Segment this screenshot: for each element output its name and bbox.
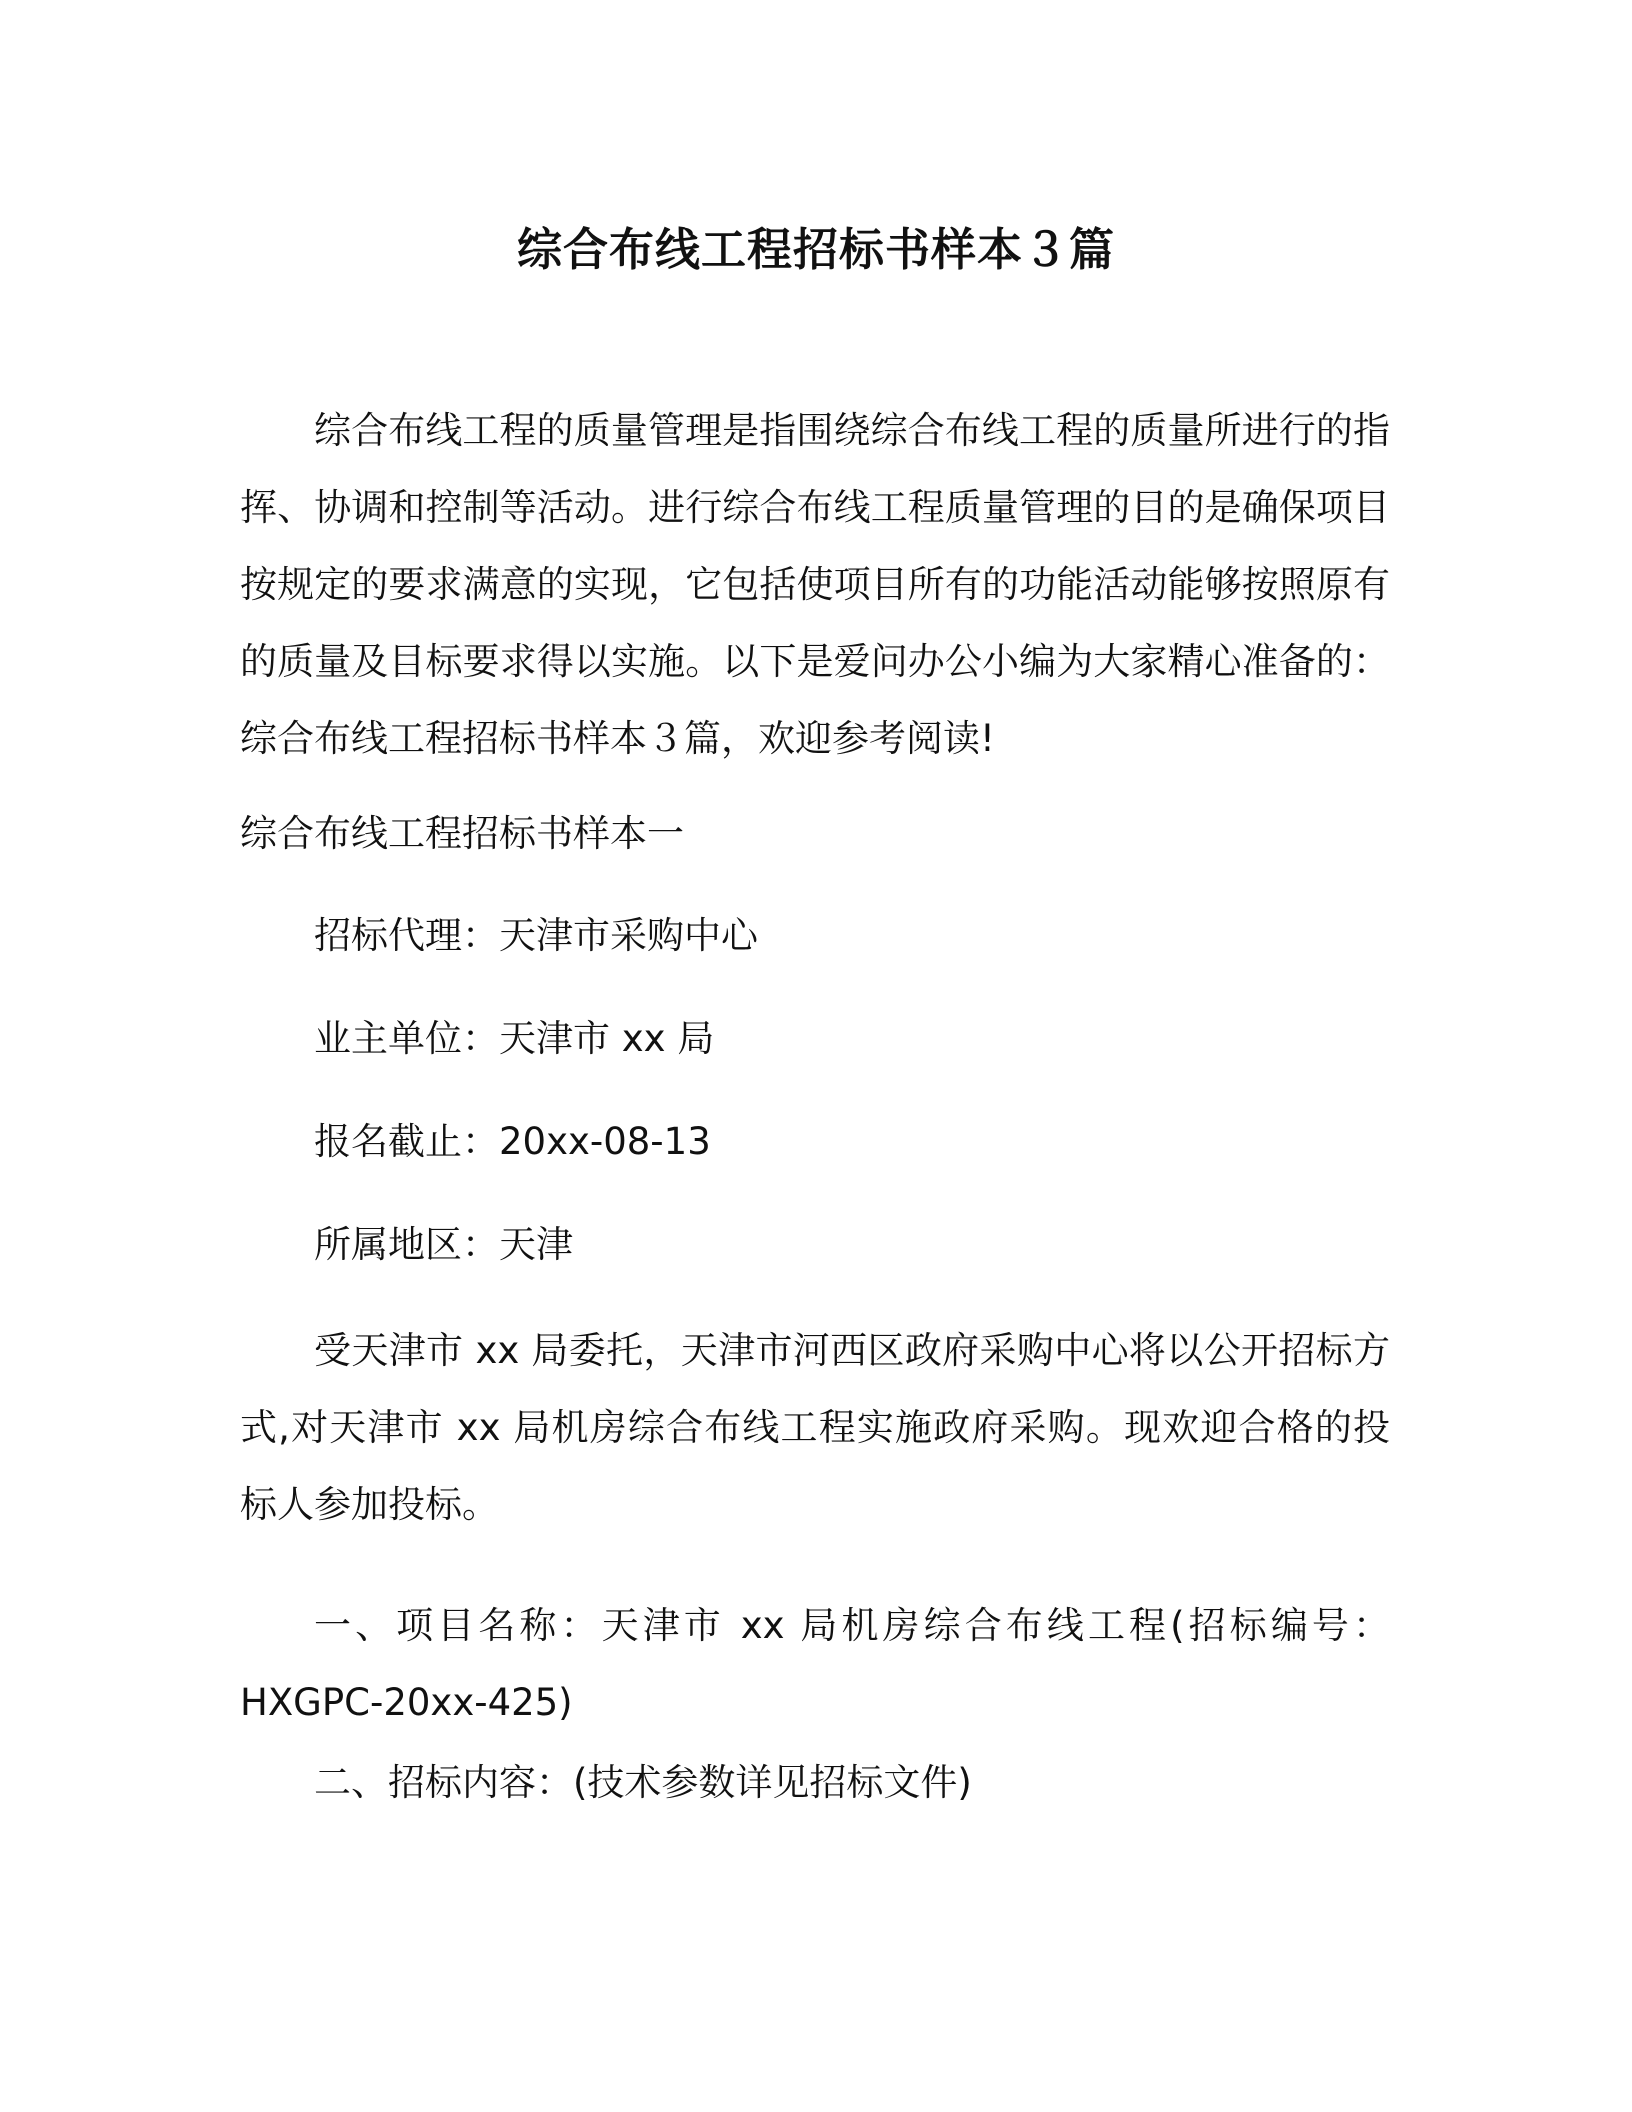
intro-paragraph: 综合布线工程的质量管理是指围绕综合布线工程的质量所进行的指挥、协调和控制等活动。进行综合布线工程质量管理的目的是确保项目按规定的要求满意的实现，它包括使项目所有的功能活动能够按照原有的质量及目标要求得以实施。以下是爱问办公小编为大家精心准备的：综合布线工程招标书样本３篇，欢迎参考阅读! bbox=[240, 409, 1390, 760]
field-agent: 招标代理：天津市采购中心 bbox=[314, 914, 758, 957]
item-two-line: 二、招标内容：(技术参数详见招标文件) bbox=[314, 1761, 972, 1804]
section-heading: 综合布线工程招标书样本一 bbox=[240, 812, 684, 855]
field-deadline: 报名截止：20xx-08-13 bbox=[314, 1120, 711, 1163]
field-region: 所属地区：天津 bbox=[314, 1223, 573, 1266]
commission-paragraph: 受天津市 xx 局委托，天津市河西区政府采购中心将以公开招标方式,对天津市 xx 局机房综合布线工程实施政府采购。现欢迎合格的投标人参加投标。 bbox=[240, 1329, 1390, 1526]
item-one-paragraph: 一、项目名称：天津市 xx 局机房综合布线工程(招标编号：HXGPC-20xx-425) bbox=[240, 1604, 1390, 1724]
field-owner: 业主单位：天津市 xx 局 bbox=[314, 1017, 715, 1060]
document-title: 综合布线工程招标书样本３篇 bbox=[516, 223, 1115, 276]
